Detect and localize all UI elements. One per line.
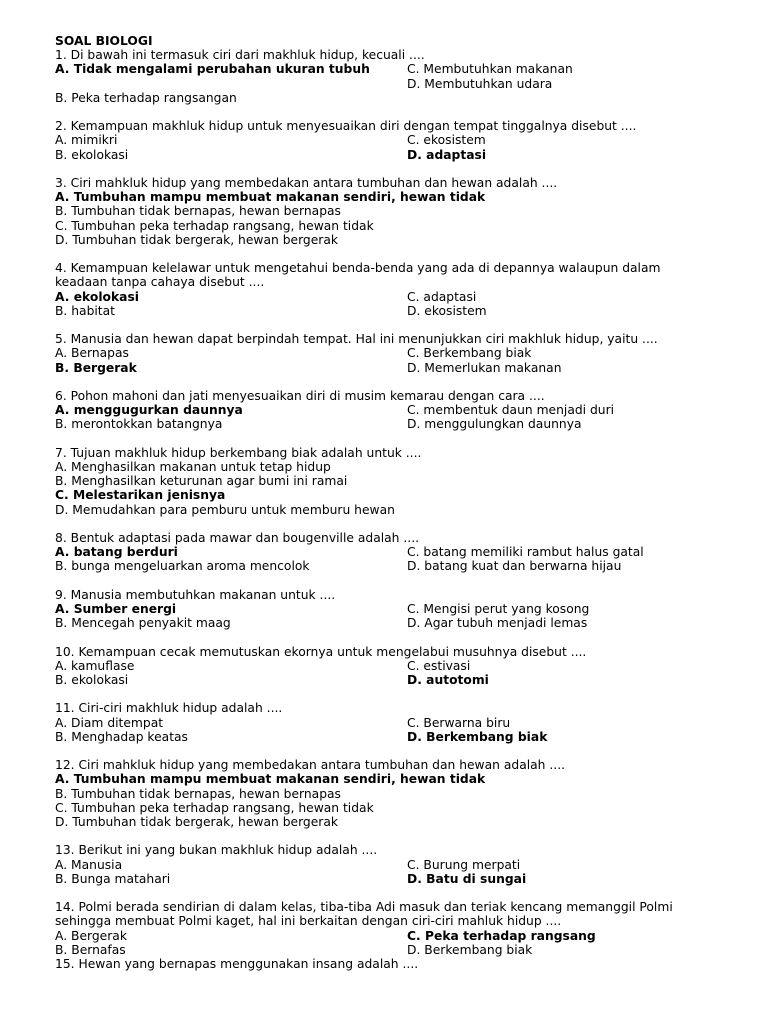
answer-option: B. ekolokasi <box>55 673 129 687</box>
answer-option: D. Tumbuhan tidak bergerak, hewan bergerak <box>55 232 339 247</box>
question-list <box>55 48 715 971</box>
document-title: SOAL BIOLOGI <box>55 34 153 48</box>
correct-answer-option: A. Tidak mengalami perubahan ukuran tubuh <box>55 62 370 77</box>
answer-options <box>55 403 715 431</box>
answer-option: D. Memerlukan makanan <box>407 360 562 375</box>
answer-option: C. Tumbuhan peka terhadap rangsang, hewan tidak <box>55 218 374 233</box>
answer-option: A. Diam ditempat <box>55 715 164 730</box>
correct-answer-option: D. adaptasi <box>407 147 487 162</box>
question-block <box>55 446 715 517</box>
question-text: 8. Bentuk adaptasi pada mawar dan bougenville adalah .... <box>55 531 420 545</box>
answer-option: C. Tumbuhan peka terhadap rangsang, hewan tidak <box>55 800 374 815</box>
answer-option: B. Menghadap keatas <box>55 729 188 744</box>
answer-option: A. Manusia <box>55 857 123 872</box>
correct-answer-option: A. Tumbuhan mampu membuat makanan sendiri, hewan tidak <box>55 190 486 205</box>
question-text: 13. Berikut ini yang bukan makhluk hidup adalah .... <box>55 843 378 858</box>
answer-options <box>55 929 715 957</box>
answer-option: A. mimikri <box>55 133 118 148</box>
answer-option: D. Agar tubuh menjadi lemas <box>407 616 588 631</box>
question-text: 9. Manusia membutuhkan makanan untuk .... <box>55 587 336 602</box>
answer-option: B. merontokkan batangnya <box>55 417 223 432</box>
question-block <box>55 389 715 432</box>
answer-options <box>55 602 715 630</box>
question-text: 1. Di bawah ini termasuk ciri dari makhluk hidup, kecuali .... <box>55 48 425 63</box>
answer-option: C. Burung merpati <box>407 857 521 872</box>
answer-option: B. Bernafas <box>55 942 126 957</box>
answer-option: C. Berkembang biak <box>407 346 532 361</box>
correct-answer-option: A. Tumbuhan mampu membuat makanan sendiri, hewan tidak <box>55 772 486 787</box>
question-block <box>55 48 715 105</box>
question-text: 12. Ciri mahkluk hidup yang membedakan antara tumbuhan dan hewan adalah .... <box>55 758 566 773</box>
question-block <box>55 900 715 957</box>
correct-answer-option: A. ekolokasi <box>55 289 140 304</box>
question-block <box>55 531 715 574</box>
answer-options <box>55 290 715 318</box>
answer-option: B. ekolokasi <box>55 147 129 162</box>
question-text: 5. Manusia dan hewan dapat berpindah tempat. Hal ini menunjukkan ciri makhluk hidup, yaitu .... <box>55 332 658 347</box>
answer-option: D. ekosistem <box>407 303 487 318</box>
question-text: 14. Polmi berada sendirian di dalam kelas, tiba-tiba Adi masuk dan teriak kencang memanggil Polmi sehingga membuat Polmi kaget, hal ini berkaitan dengan ciri-ciri mahluk hidup .... <box>55 900 673 929</box>
question-text: 2. Kemampuan makhluk hidup untuk menyesuaikan diri dengan tempat tinggalnya disebut .... <box>55 119 637 134</box>
question-block <box>55 701 715 744</box>
worksheet-content <box>55 34 715 985</box>
correct-answer-option: D. Batu di sungai <box>407 871 527 886</box>
question-block <box>55 119 715 162</box>
question-block <box>55 332 715 375</box>
answer-option: C. Membutuhkan makanan D. Membutuhkan udara <box>407 62 573 91</box>
answer-options <box>55 346 715 374</box>
question-block <box>55 758 715 829</box>
answer-options <box>55 190 715 247</box>
answer-option: C. batang memiliki rambut halus gatal <box>407 545 644 560</box>
answer-option: C. membentuk daun menjadi duri <box>407 403 615 418</box>
answer-option: A. Bernapas <box>55 346 129 361</box>
question-text: 7. Tujuan makhluk hidup berkembang biak adalah untuk .... <box>55 445 422 460</box>
answer-option: B. Tumbuhan tidak bernapas, hewan bernapas <box>55 786 341 801</box>
answer-options <box>55 659 715 687</box>
answer-option: B. Bunga matahari <box>55 871 171 886</box>
answer-option: A. kamuflase <box>55 658 135 673</box>
correct-answer-option: C. Peka terhadap rangsang <box>407 928 596 943</box>
question-block <box>55 261 715 318</box>
correct-answer-option: C. Melestarikan jenisnya <box>55 488 226 503</box>
correct-answer-option: D. autotomi <box>407 673 489 687</box>
question-text: 15. Hewan yang bernapas menggunakan insang adalah .... <box>55 957 419 971</box>
question-block <box>55 957 715 971</box>
answer-option: D. batang kuat dan berwarna hijau <box>407 559 622 574</box>
answer-option: C. Mengisi perut yang kosong <box>407 602 590 616</box>
question-text: 6. Pohon mahoni dan jati menyesuaikan diri di musim kemarau dengan cara .... <box>55 389 545 403</box>
correct-answer-option: B. Bergerak <box>55 360 137 375</box>
answer-option: B. Mencegah penyakit maag <box>55 616 231 631</box>
answer-option: A. Bergerak <box>55 928 127 943</box>
answer-options <box>55 62 715 105</box>
answer-option: B. Menghasilkan keturunan agar bumi ini ramai <box>55 474 348 489</box>
answer-options <box>55 133 715 161</box>
answer-option: B. bunga mengeluarkan aroma mencolok <box>55 559 310 574</box>
answer-option: C. Berwarna biru <box>407 715 511 730</box>
question-block <box>55 843 715 886</box>
question-text: 10. Kemampuan cecak memutuskan ekornya untuk mengelabui musuhnya disebut .... <box>55 644 587 659</box>
answer-options <box>55 460 715 517</box>
question-block <box>55 588 715 631</box>
answer-options <box>55 716 715 744</box>
answer-option: C. ekosistem <box>407 133 486 148</box>
answer-option: B. habitat <box>55 303 115 318</box>
question-text: 11. Ciri-ciri makhluk hidup adalah .... <box>55 701 283 716</box>
answer-option: D. menggulungkan daunnya <box>407 417 582 432</box>
correct-answer-option: A. menggugurkan daunnya <box>55 403 243 418</box>
answer-options <box>55 545 715 573</box>
question-block <box>55 645 715 688</box>
correct-answer-option: A. Sumber energi <box>55 602 177 616</box>
question-text: 4. Kemampuan kelelawar untuk mengetahui benda-benda yang ada di depannya walaupun dalam keadaan tanpa cahaya disebut .... <box>55 261 661 290</box>
answer-option: B. Tumbuhan tidak bernapas, hewan bernapas <box>55 204 341 219</box>
correct-answer-option: A. batang berduri <box>55 545 178 560</box>
question-text: 3. Ciri mahkluk hidup yang membedakan antara tumbuhan dan hewan adalah .... <box>55 176 558 190</box>
answer-options <box>55 858 715 886</box>
answer-option: C. adaptasi <box>407 289 477 304</box>
answer-option: D. Tumbuhan tidak bergerak, hewan bergerak <box>55 815 339 829</box>
answer-option: A. Menghasilkan makanan untuk tetap hidup <box>55 460 331 474</box>
answer-option: D. Memudahkan para pemburu untuk memburu hewan <box>55 502 395 517</box>
question-block <box>55 176 715 247</box>
answer-option: D. Berkembang biak <box>407 942 533 957</box>
answer-option: C. estivasi <box>407 658 471 673</box>
answer-option: B. Peka terhadap rangsangan <box>55 90 237 105</box>
answer-options <box>55 772 715 829</box>
correct-answer-option: D. Berkembang biak <box>407 729 548 744</box>
